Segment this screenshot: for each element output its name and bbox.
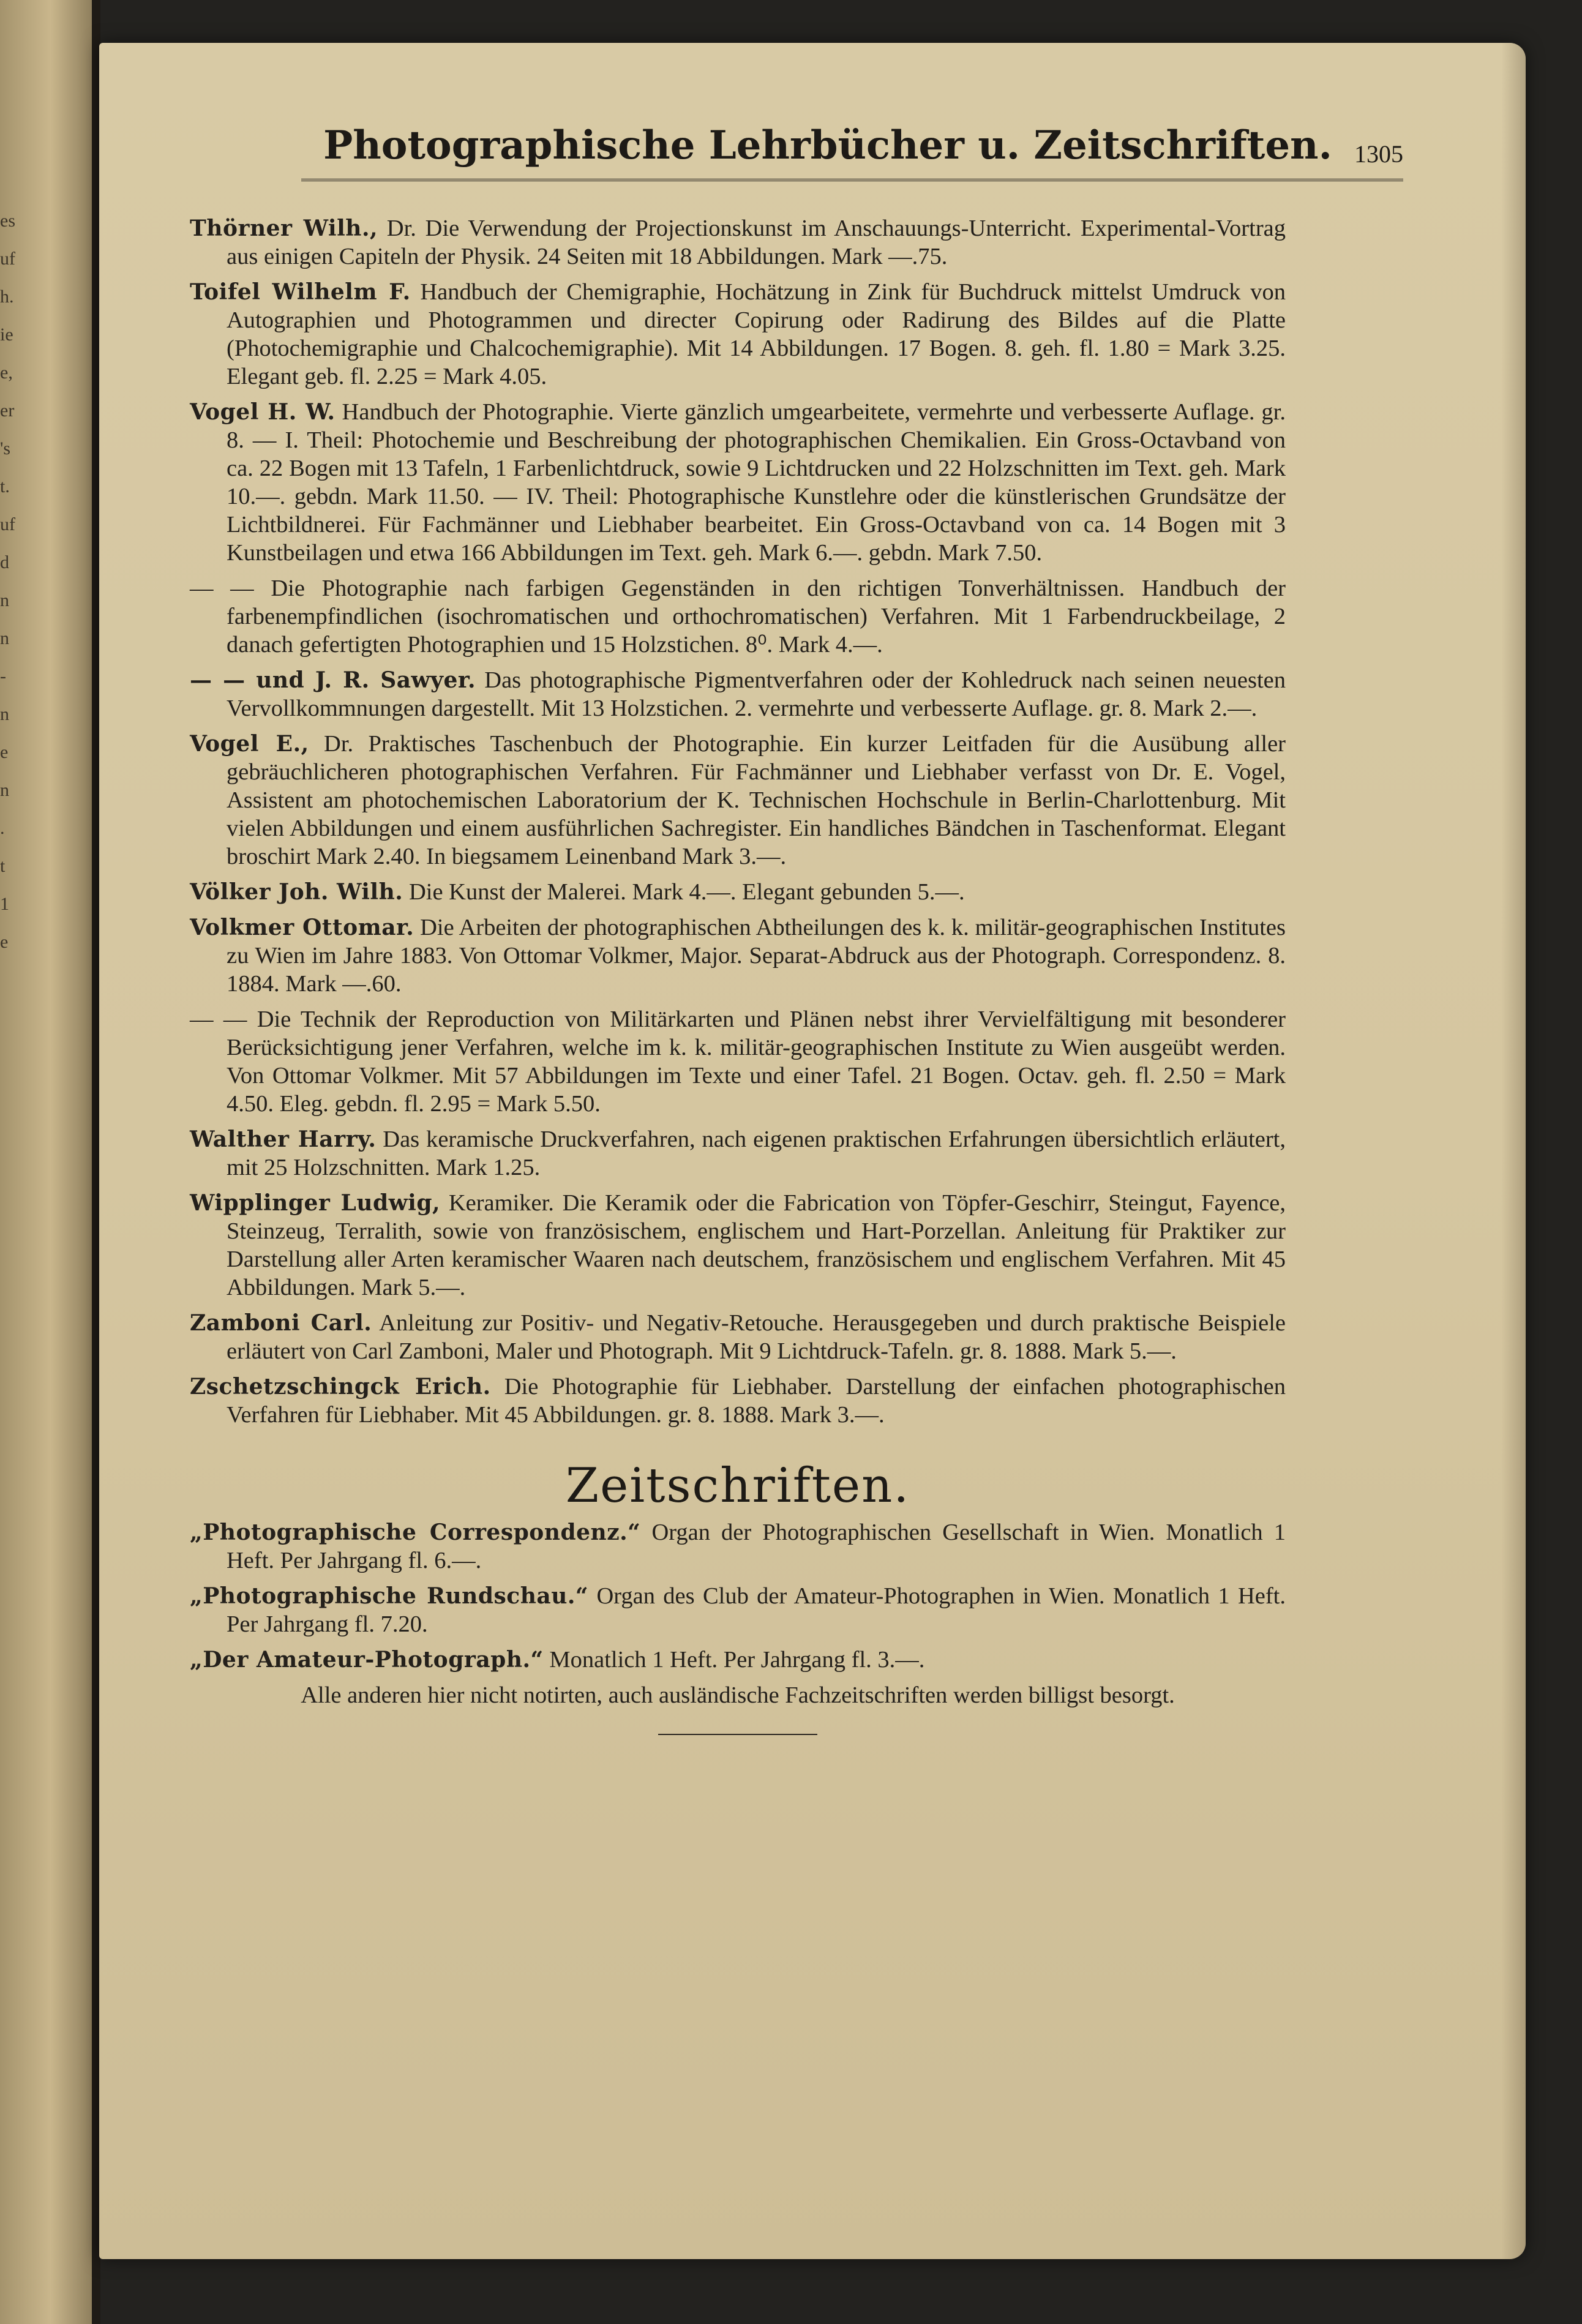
entry-text: Die Arbeiten der photographischen Abtheilungen des k. k. militär-geographischen Institutes zu Wien im Jahre 1883. Von Ottomar Volkmer, Major. Separat-Abdruck aus der Photograph. Correspondenz. 8. 1884. Mark —.60. xyxy=(227,915,1286,997)
page-number: 1305 xyxy=(1354,140,1403,168)
left-fragment: t. xyxy=(0,476,10,497)
entry-text: Anleitung zur Positiv- und Negativ-Retouche. Herausgegeben und durch praktische Beispiele erläutert von Carl Zamboni, Maler und Photograph. Mit 9 Lichtdruck-Tafeln. gr. 8. 1888. Mark 5.—. xyxy=(227,1310,1286,1364)
left-fragment: n xyxy=(0,704,9,724)
end-rule xyxy=(658,1734,817,1735)
left-fragment: e xyxy=(0,742,9,762)
left-fragment: ie xyxy=(0,324,13,345)
journal-entry xyxy=(190,1518,1286,1575)
entry-author: Völker Joh. Wilh. xyxy=(190,879,403,905)
left-fragment: uf xyxy=(0,249,15,269)
left-fragment: . xyxy=(0,818,5,838)
header-rule xyxy=(301,179,1403,185)
left-fragment: uf xyxy=(0,514,15,534)
catalogue-entry xyxy=(190,1309,1286,1365)
journal-name: „Der Amateur-Photograph.“ xyxy=(190,1647,544,1673)
entry-author: Volkmer Ottomar. xyxy=(190,915,414,940)
journal-entry xyxy=(190,1646,1286,1674)
left-fragment: h. xyxy=(0,287,14,307)
entry-text: — — Die Photographie nach farbigen Gegenständen in den richtigen Tonverhältnissen. Handbuch der farbenempfindlichen (isochromatischen und orthochromatischen) Verfahren. Mit 1 Farbendruckbeilage, 2 danach gefertigten Photographien und 15 Holzstichen. 8⁰. Mark 4.—. xyxy=(190,575,1286,658)
closing-note: Alle anderen hier nicht notirten, auch ausländische Fachzeitschriften werden billigst besorgt. xyxy=(301,1682,1175,1708)
entry-author: Toifel Wilhelm F. xyxy=(190,279,411,305)
catalogue-entry xyxy=(190,666,1286,722)
catalogue-entry xyxy=(190,574,1286,659)
entry-author: Thörner Wilh., xyxy=(190,216,378,241)
journal-entry xyxy=(190,1582,1286,1638)
entry-text: Das photographische Pigmentverfahren oder der Kohledruck nach seinen neuesten Vervollkommnungen dargestellt. Mit 13 Holzstichen. 2. vermehrte und verbesserte Auflage. gr. 8. Mark 2.—. xyxy=(227,667,1286,721)
entry-text: — — Die Technik der Reproduction von Militärkarten und Plänen nebst ihrer Vervielfältigung mit besonderer Berücksichtigung jener Verfahren, welche im k. k. militär-geographischen Institute zu Wien ausgeübt werden. Von Ottomar Volkmer. Mit 57 Abbildungen im Texte und einer Tafel. 21 Bogen. Octav. geh. fl. 2.50 = Mark 4.50. Eleg. gebdn. fl. 2.95 = Mark 5.50. xyxy=(190,1006,1286,1117)
journal-text: Organ der Photographischen Gesellschaft in Wien. Monatlich 1 Heft. Per Jahrgang fl. 6.—. xyxy=(227,1520,1286,1573)
entry-author: Walther Harry. xyxy=(190,1126,377,1152)
catalogue-entry xyxy=(190,1125,1286,1182)
catalogue-entry xyxy=(190,730,1286,871)
left-page-edge xyxy=(0,0,92,2324)
entry-text: Keramiker. Die Keramik oder die Fabrication von Töpfer-Geschirr, Steingut, Fayence, Steinzeug, Terralith, sowie von französischem, englischem und Hart-Porzellan. Anleitung für Praktiker zur Darstellung aller Arten keramischer Waaren nach deutschem, französischem und englischem Verfahren. Mit 45 Abbildungen. Mark 5.—. xyxy=(227,1190,1286,1300)
entry-text: Dr. Praktisches Taschenbuch der Photographie. Ein kurzer Leitfaden für die Ausübung aller gebräuchlicheren photographischen Verfahren. Für Fachmänner und Liebhaber verfasst von Dr. E. Vogel, Assistent am photochemischen Laboratorium der K. Technischen Hochschule in Berlin-Charlottenburg. Mit vielen Abbildungen und einem ausführlichen Sachregister. Ein handliches Bändchen in Taschenformat. Elegant broschirt Mark 2.40. In biegsamem Leinenband Mark 3.—. xyxy=(227,731,1286,869)
running-head xyxy=(301,122,1403,184)
entry-text: Die Photographie für Liebhaber. Darstellung der einfachen photographischen Verfahren für Liebhaber. Mit 45 Abbildungen. gr. 8. 1888. Mark 3.—. xyxy=(227,1374,1286,1428)
left-fragment: n xyxy=(0,590,9,610)
entry-text: Dr. Die Verwendung der Projectionskunst im Anschauungs-Unterricht. Experimental-Vortrag aus einigen Capiteln der Physik. 24 Seiten mit 18 Abbildungen. Mark —.75. xyxy=(227,216,1286,269)
entry-author: Vogel H. W. xyxy=(190,399,336,425)
catalogue-entry xyxy=(190,1189,1286,1302)
entry-author: — — und J. R. Sawyer. xyxy=(190,667,476,693)
journal-text: Organ des Club der Amateur-Photographen in Wien. Monatlich 1 Heft. Per Jahrgang fl. 7.20. xyxy=(227,1583,1286,1637)
left-fragment: n xyxy=(0,780,9,800)
left-fragment: t xyxy=(0,856,6,876)
catalogue-entry xyxy=(190,278,1286,391)
catalogue-content xyxy=(190,214,1286,1735)
left-fragment: 1 xyxy=(0,894,9,914)
entry-text: Handbuch der Chemigraphie, Hochätzung in Zink für Buchdruck mittelst Umdruck von Autographien und Photogrammen und directer Copirung oder Radirung des Bildes auf die Platte (Photochemigraphie und Chalcochemigraphie). Mit 14 Abbildungen. 17 Bogen. 8. geh. fl. 1.80 = Mark 3.25. Elegant geb. fl. 2.25 = Mark 4.05. xyxy=(227,279,1286,389)
left-fragment: - xyxy=(0,666,6,686)
entry-author: Vogel E., xyxy=(190,731,309,757)
book-page xyxy=(99,43,1526,2259)
left-fragment: n xyxy=(0,628,9,648)
catalogue-entry xyxy=(190,1373,1286,1429)
catalogue-entry xyxy=(190,913,1286,998)
entry-text: Die Kunst der Malerei. Mark 4.—. Elegant gebunden 5.—. xyxy=(403,879,965,905)
journal-name: „Photographische Correspondenz.“ xyxy=(190,1520,641,1545)
entry-text: Handbuch der Photographie. Vierte gänzlich umgearbeitete, vermehrte und verbesserte Auflage. gr. 8. — I. Theil: Photochemie und Beschreibung der photographischen Chemikalien. Ein Gross-Octavband von ca. 22 Bogen mit 13 Tafeln, 1 Farbenlichtdruck, sowie 9 Lichtdrucken und 22 Holzschnitten im Text. geh. Mark 10.—. gebdn. Mark 11.50. — IV. Theil: Photographische Kunstlehre oder die künstlerischen Grundsätze der Lichtbildnerei. Für Fachmänner und Liebhaber bearbeitet. Ein Gross-Octavband von ca. 14 Bogen mit 3 Kunstbeilagen und etwa 166 Abbildungen im Text. geh. Mark 6.—. gebdn. Mark 7.50. xyxy=(227,399,1286,566)
page-title: Photographische Lehrbücher u. Zeitschriften. xyxy=(323,122,1332,168)
section-title-zeitschriften: Zeitschriften. xyxy=(565,1458,910,1513)
left-fragment: e xyxy=(0,932,9,952)
catalogue-entry xyxy=(190,214,1286,271)
entry-author: Zschetzschingck Erich. xyxy=(190,1374,491,1400)
journal-text: Monatlich 1 Heft. Per Jahrgang fl. 3.—. xyxy=(543,1647,925,1673)
left-fragment: es xyxy=(0,211,15,231)
page-edge-shadow xyxy=(1501,43,1526,2259)
catalogue-entry xyxy=(190,878,1286,906)
left-fragment: d xyxy=(0,552,9,572)
left-page-fragments xyxy=(0,202,24,961)
left-fragment: e, xyxy=(0,362,13,383)
catalogue-entry xyxy=(190,1005,1286,1118)
left-fragment: 's xyxy=(0,438,11,459)
entry-author: Wipplinger Ludwig, xyxy=(190,1190,441,1216)
left-fragment: er xyxy=(0,400,15,421)
entry-author: Zamboni Carl. xyxy=(190,1310,372,1336)
journal-name: „Photographische Rundschau.“ xyxy=(190,1583,589,1609)
entry-text: Das keramische Druckverfahren, nach eigenen praktischen Erfahrungen übersichtlich erläutert, mit 25 Holzschnitten. Mark 1.25. xyxy=(227,1126,1286,1180)
catalogue-entry xyxy=(190,398,1286,567)
